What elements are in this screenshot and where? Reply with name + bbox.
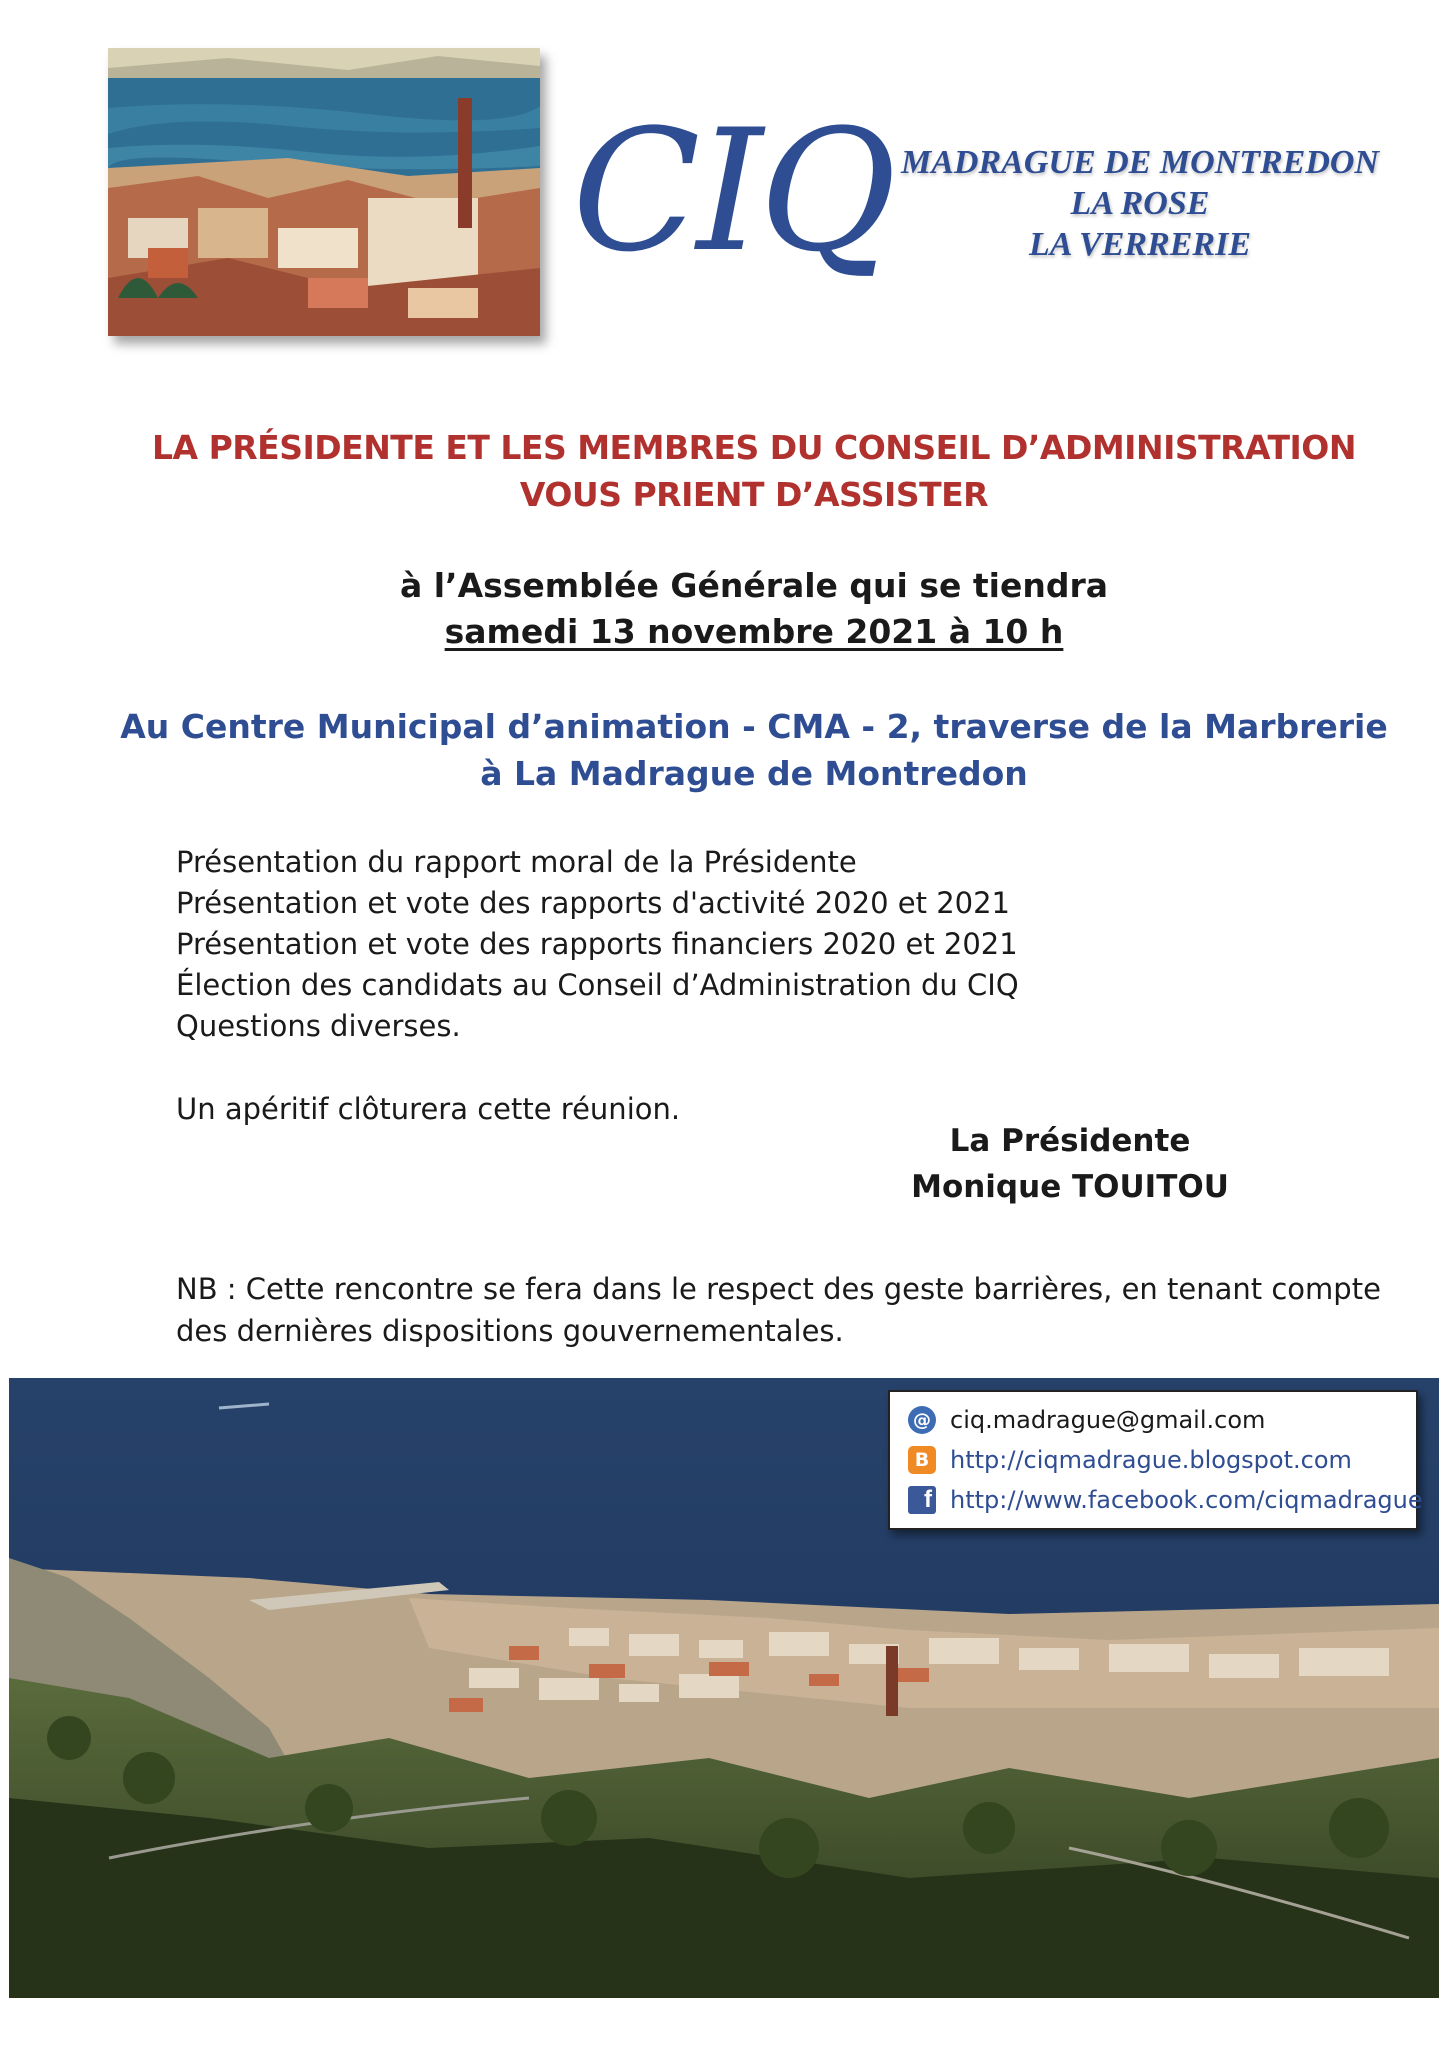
agenda-item: Questions diverses. <box>176 1009 461 1043</box>
meeting-date: samedi 13 novembre 2021 à 10 h <box>444 612 1064 651</box>
agenda-item: Élection des candidats au Conseil d’Administration du CIQ <box>176 968 1019 1002</box>
header-painting-image <box>108 48 540 336</box>
neighborhood-name: LA ROSE <box>1070 185 1210 222</box>
signature-name: Monique TOUITOU <box>911 1169 1229 1205</box>
neighborhood-names <box>880 142 1400 265</box>
note-line: NB : Cette rencontre se fera dans le respect des geste barrières, en tenant compte <box>176 1272 1381 1306</box>
ciq-logo: CIQ <box>572 93 893 289</box>
contact-info-box <box>888 1390 1423 1530</box>
facebook-icon: f <box>908 1486 936 1514</box>
venue-line: à La Madrague de Montredon <box>480 754 1028 793</box>
assembly-line: à l’Assemblée Générale qui se tiendra <box>399 566 1108 605</box>
venue-line: Au Centre Municipal d’animation - CMA - 2, traverse de la Marbrerie <box>120 707 1388 746</box>
contact-blog-row[interactable] <box>908 1440 1406 1480</box>
agenda-item: Présentation et vote des rapports financiers 2020 et 2021 <box>176 927 1018 961</box>
heading-line: LA PRÉSIDENTE ET LES MEMBRES DU CONSEIL D’ADMINISTRATION <box>152 428 1356 467</box>
agenda-list <box>176 842 1276 1047</box>
contact-facebook-link[interactable]: http://www.facebook.com/ciqmadrague <box>950 1486 1423 1514</box>
contact-email-row[interactable] <box>908 1400 1406 1440</box>
heading-line: VOUS PRIENT D’ASSISTER <box>519 475 989 514</box>
note-line: des dernières dispositions gouvernementales. <box>176 1314 844 1348</box>
agenda-item: Présentation du rapport moral de la Présidente <box>176 845 857 879</box>
signature-role: La Présidente <box>949 1123 1191 1159</box>
venue-address <box>80 703 1428 797</box>
contact-email[interactable]: ciq.madrague@gmail.com <box>950 1406 1266 1434</box>
assembly-announcement <box>80 563 1428 655</box>
contact-blog-link[interactable]: http://ciqmadrague.blogspot.com <box>950 1446 1352 1474</box>
invitation-heading <box>80 424 1428 518</box>
closing-text: Un apéritif clôturera cette réunion. <box>176 1092 681 1126</box>
contact-facebook-row[interactable] <box>908 1480 1423 1520</box>
blogger-icon: B <box>908 1446 936 1474</box>
neighborhood-name: MADRAGUE DE MONTREDON <box>901 144 1379 181</box>
agenda-item: Présentation et vote des rapports d'activité 2020 et 2021 <box>176 886 1010 920</box>
signature-block <box>880 1118 1260 1210</box>
health-note <box>176 1268 1381 1352</box>
neighborhood-name: LA VERRERIE <box>1028 226 1252 263</box>
at-icon: @ <box>908 1406 936 1434</box>
